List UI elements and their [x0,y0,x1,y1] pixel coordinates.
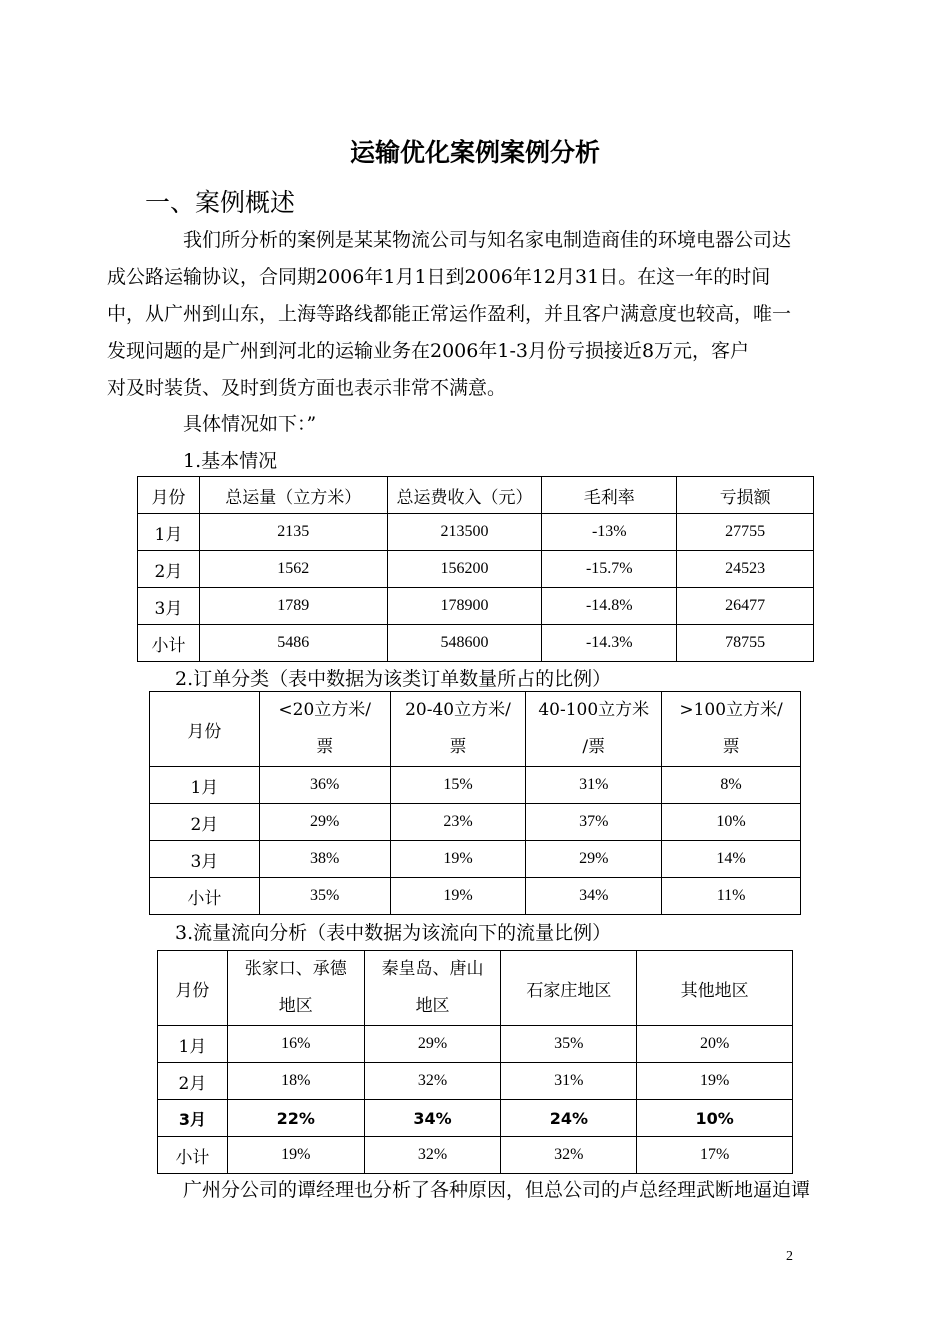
table-cell: 22% [227,1100,364,1137]
table-cell: 小计 [150,878,260,915]
table-cell: 1562 [199,551,387,588]
table-cell: 17% [637,1137,793,1174]
intro-paragraph [107,222,815,407]
table-cell: 19% [637,1063,793,1100]
table2-caption: 2.订单分类（表中数据为该类订单数量所占的比例） [175,668,612,690]
table-row [158,1063,793,1100]
table-cell: 213500 [387,514,542,551]
table-cell: 3月 [138,588,200,625]
table-cell: 38% [259,841,390,878]
table-cell: 2月 [150,804,260,841]
table-cell: 35% [501,1026,637,1063]
table-cell: 14% [662,841,801,878]
table-cell: 小计 [158,1137,228,1174]
table-cell: 3月 [150,841,260,878]
table-cell: 16% [227,1026,364,1063]
table-cell: 2月 [158,1063,228,1100]
table-cell: 29% [259,804,390,841]
table-row [158,1137,793,1174]
table3-caption: 3.流量流向分析（表中数据为该流向下的流量比例） [175,922,612,944]
table-cell: 29% [364,1026,501,1063]
table-cell: 19% [390,878,526,915]
table-row [138,551,814,588]
intro-line: 对及时装货、及时到货方面也表示非常不满意。 [107,377,507,399]
table-row [150,804,801,841]
header-cell: 总运费收入（元） [387,477,542,514]
table-cell: 24% [501,1100,637,1137]
table-cell: 20% [637,1026,793,1063]
header-cell: 40-100立方米 /票 [526,692,662,767]
header-cell: 月份 [150,692,260,767]
table-row [158,1026,793,1063]
table-cell: 78755 [677,625,814,662]
table-cell: 23% [390,804,526,841]
header-cell: <20立方米/ 票 [259,692,390,767]
table-cell: 24523 [677,551,814,588]
flow-direction-table [157,950,793,1174]
intro-line: 发现问题的是广州到河北的运输业务在2006年1-3月份亏损接近8万元，客户 [107,340,750,362]
table-cell: -15.7% [542,551,677,588]
basic-info-table [137,476,814,662]
table-cell: -13% [542,514,677,551]
header-cell: 亏损额 [677,477,814,514]
table-cell: 18% [227,1063,364,1100]
table-row [138,625,814,662]
table-cell: 36% [259,767,390,804]
table-cell: 19% [227,1137,364,1174]
header-cell: 秦皇岛、唐山 地区 [364,951,501,1026]
table-cell: 29% [526,841,662,878]
table-row [150,878,801,915]
table-cell: 1月 [138,514,200,551]
table-header-row [150,692,801,767]
intro-line: 中，从广州到山东，上海等路线都能正常运作盈利，并且客户满意度也较高，唯一 [107,303,792,325]
closing-line: 广州分公司的谭经理也分析了各种原因，但总公司的卢总经理武断地逼迫谭 [183,1179,811,1201]
page-number: 2 [786,1249,793,1264]
header-cell: 石家庄地区 [501,951,637,1026]
table-cell: 11% [662,878,801,915]
header-cell: 20-40立方米/ 票 [390,692,526,767]
table-cell: 19% [390,841,526,878]
table1-caption: 1.基本情况 [183,450,278,472]
table-cell: -14.3% [542,625,677,662]
header-cell: 月份 [158,951,228,1026]
table-cell: 2月 [138,551,200,588]
header-cell: >100立方米/ 票 [662,692,801,767]
table-cell: 178900 [387,588,542,625]
table-cell: 34% [526,878,662,915]
header-cell: 毛利率 [542,477,677,514]
table-cell: 1789 [199,588,387,625]
detail-intro: 具体情况如下：” [183,413,317,435]
table-cell: 2135 [199,514,387,551]
table-cell: 156200 [387,551,542,588]
page-title: 运输优化案例案例分析 [349,138,600,167]
table-header-row [158,951,793,1026]
table-cell: 8% [662,767,801,804]
table-row [150,841,801,878]
order-classification-table [149,691,801,915]
table-cell: 32% [364,1137,501,1174]
table-cell: 32% [364,1063,501,1100]
table-cell: 548600 [387,625,542,662]
header-cell: 总运量（立方米） [199,477,387,514]
table-cell: 5486 [199,625,387,662]
table-cell: 10% [662,804,801,841]
table-header-row [138,477,814,514]
table-row [138,514,814,551]
table-cell: 37% [526,804,662,841]
table-row [150,767,801,804]
table-cell: -14.8% [542,588,677,625]
header-cell: 张家口、承德 地区 [227,951,364,1026]
table-cell: 10% [637,1100,793,1137]
table-cell: 3月 [158,1100,228,1137]
table-cell: 32% [501,1137,637,1174]
table-cell: 26477 [677,588,814,625]
intro-line: 成公路运输协议，合同期2006年1月1日到2006年12月31日。在这一年的时间 [107,266,771,288]
header-cell: 其他地区 [637,951,793,1026]
table-row [138,588,814,625]
table-cell: 35% [259,878,390,915]
table-cell: 1月 [150,767,260,804]
table-cell: 小计 [138,625,200,662]
table-cell: 15% [390,767,526,804]
table-cell: 31% [501,1063,637,1100]
table-row-highlight [158,1100,793,1137]
header-cell: 月份 [138,477,200,514]
table-cell: 34% [364,1100,501,1137]
table-cell: 27755 [677,514,814,551]
intro-line: 我们所分析的案例是某某物流公司与知名家电制造商佳的环境电器公司达 [183,229,792,251]
table-cell: 1月 [158,1026,228,1063]
table-cell: 31% [526,767,662,804]
section-heading: 一、案例概述 [145,188,296,217]
